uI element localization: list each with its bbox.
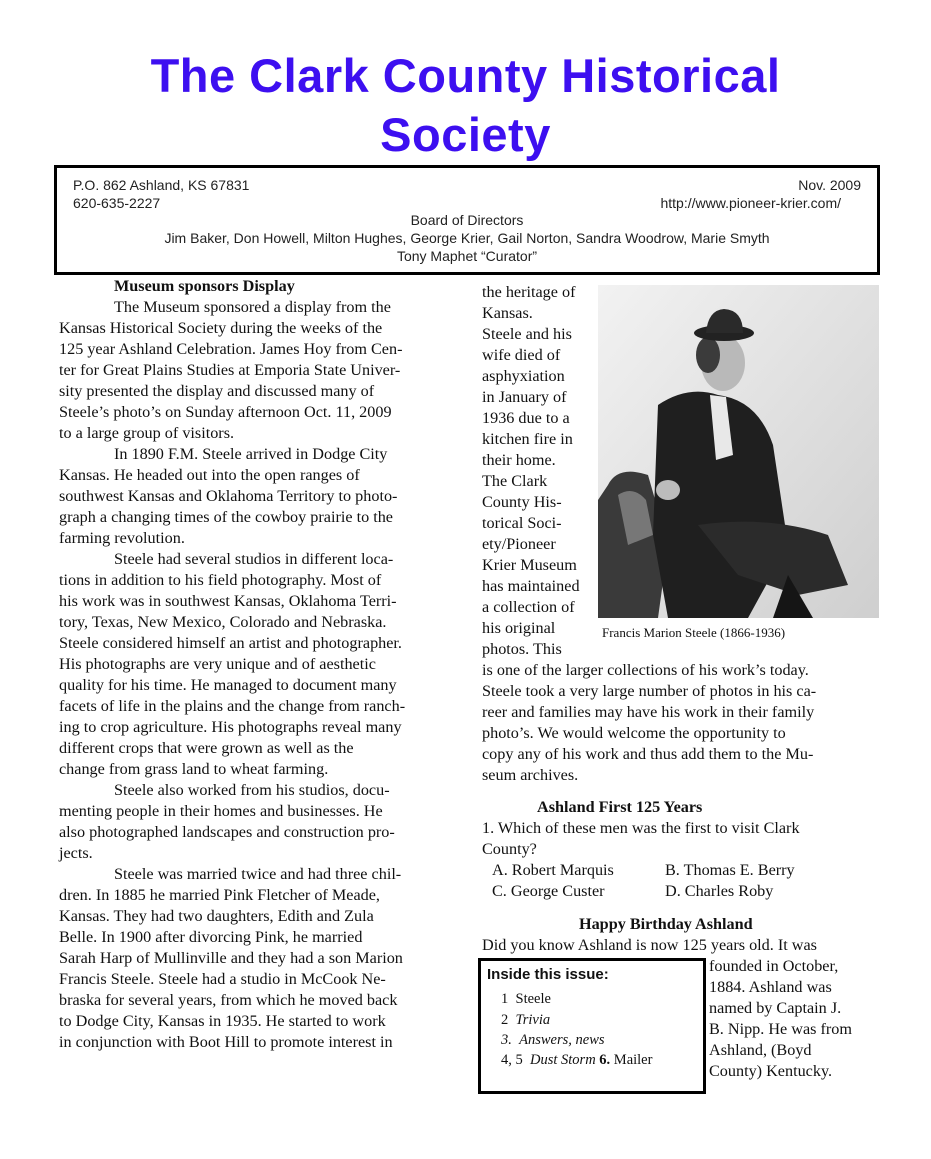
trivia-option-c: C. George Custer [492, 882, 605, 900]
text-line: Steele’s photo’s on Sunday afternoon Oct. 11, 2009 [59, 403, 392, 421]
issue-item-3-num: 3. [501, 1032, 512, 1048]
curator: Tony Maphet “Curator” [396, 248, 538, 264]
text-line: their home. [482, 451, 556, 469]
text-line: jects. [59, 844, 93, 862]
address: P.O. 862 Ashland, KS 67831 [73, 177, 250, 193]
text-line: His photographs are very unique and of aesthetic [59, 655, 376, 673]
trivia-option-b: B. Thomas E. Berry [665, 861, 795, 879]
text-line: Steele considered himself an artist and photographer. [59, 634, 402, 652]
article-left-text [59, 297, 454, 1053]
newsletter-title [0, 46, 931, 164]
text-line: ter for Great Plains Studies at Emporia State Univer- [59, 361, 401, 379]
text-line: Steele and his [482, 325, 572, 343]
trivia-heading: Ashland First 125 Years [537, 798, 703, 816]
text-line: 1936 due to a [482, 409, 570, 427]
text-line: his work was in southwest Kansas, Oklahoma Terri- [59, 592, 397, 610]
text-line: Kansas. [482, 304, 533, 322]
text-line: to Dodge City, Kansas in 1935. He started to work [59, 1012, 386, 1030]
text-line: in January of [482, 388, 567, 406]
text-line: reer and families may have his work in their family [482, 703, 815, 721]
text-line: Steele also worked from his studios, docu- [114, 781, 390, 799]
text-line: Sarah Harp of Mullinville and they had a son Marion [59, 949, 403, 967]
issue-item-4-num: 4, 5 [501, 1052, 523, 1068]
text-line: asphyxiation [482, 367, 565, 385]
text-line: ing to crop agriculture. His photographs reveal many [59, 718, 402, 736]
text-line: County His- [482, 493, 562, 511]
photo-caption: Francis Marion Steele (1866-1936) [602, 625, 786, 640]
board-members: Jim Baker, Don Howell, Milton Hughes, George Krier, Gail Norton, Sandra Woodrow, Marie Smyth [164, 230, 770, 246]
text-line: named by Captain J. [709, 999, 842, 1017]
text-line: tory, Texas, New Mexico, Colorado and Nebraska. [59, 613, 387, 631]
article-left-column [59, 276, 454, 1053]
text-line: Ashland, (Boyd [709, 1041, 812, 1059]
trivia-option-d: D. Charles Roby [665, 882, 774, 900]
text-line: wife died of [482, 346, 561, 364]
text-line: The Museum sponsored a display from the [114, 298, 391, 316]
text-line: the heritage of [482, 283, 576, 301]
title-line-1: The Clark County Historical [150, 49, 781, 102]
text-line: his original [482, 619, 556, 637]
text-line: 125 year Ashland Celebration. James Hoy from Cen- [59, 340, 403, 358]
birthday-side-text [709, 956, 879, 1082]
birthday-heading: Happy Birthday Ashland [579, 915, 753, 933]
issue-item-3[interactable] [501, 1032, 605, 1049]
text-line: different crops that were grown as well as the [59, 739, 354, 757]
text-line: dren. In 1885 he married Pink Fletcher of Meade, [59, 886, 380, 904]
text-line: Steele had several studios in different loca- [114, 550, 394, 568]
text-line: in conjunction with Boot Hill to promote interest in [59, 1033, 393, 1051]
issue-item-1-num: 1 [501, 991, 509, 1007]
issue-item-6-text: Mailer [613, 1052, 653, 1068]
text-line: a collection of [482, 598, 575, 616]
portrait-image [598, 285, 879, 618]
text-line: In 1890 F.M. Steele arrived in Dodge City [114, 445, 388, 463]
issue-date: Nov. 2009 [798, 177, 861, 193]
text-line: Belle. In 1900 after divorcing Pink, he married [59, 928, 363, 946]
trivia-question-line-2: County? [482, 840, 537, 858]
text-line: 1884. Ashland was [709, 978, 832, 996]
text-line: menting people in their homes and businesses. He [59, 802, 383, 820]
text-line: tions in addition to his field photography. Most of [59, 571, 382, 589]
trivia-question-line-1: 1. Which of these men was the first to visit Clark [482, 819, 800, 837]
text-line: County) Kentucky. [709, 1062, 833, 1080]
board-heading: Board of Directors [410, 212, 524, 228]
text-line: founded in October, [709, 957, 839, 975]
text-line: southwest Kansas and Oklahoma Territory to photo- [59, 487, 398, 505]
text-line: braska for several years, from which he moved back [59, 991, 398, 1009]
text-line: quality for his time. He managed to document many [59, 676, 397, 694]
text-line: to a large group of visitors. [59, 424, 235, 442]
text-line: sity presented the display and discussed many of [59, 382, 375, 400]
text-line: B. Nipp. He was from [709, 1020, 852, 1038]
text-line: torical Soci- [482, 514, 562, 532]
text-line: photo’s. We would welcome the opportunity to [482, 724, 786, 742]
text-line: Francis Steele. Steele had a studio in McCook Ne- [59, 970, 386, 988]
masthead-info-box [54, 165, 880, 275]
article-wide-text [482, 660, 882, 786]
phone: 620-635-2227 [73, 195, 161, 211]
text-line: seum archives. [482, 766, 579, 784]
text-line: The Clark [482, 472, 548, 490]
birthday-section [482, 914, 882, 956]
inside-issue-heading: Inside this issue: [487, 966, 609, 983]
text-line: Steele took a very large number of photos in his ca- [482, 682, 817, 700]
steele-photo [598, 285, 879, 618]
text-line: ety/Pioneer [482, 535, 556, 553]
trivia-section [482, 797, 882, 902]
text-line: Krier Museum [482, 556, 577, 574]
text-line: has maintained [482, 577, 580, 595]
text-line: change from grass land to wheat farming. [59, 760, 329, 778]
issue-item-6-num: 6. [599, 1052, 611, 1068]
text-line: copy any of his work and thus add them to the Mu- [482, 745, 814, 763]
issue-item-1-text: Steele [515, 991, 551, 1007]
article-narrow-text [482, 282, 597, 660]
birthday-line-1: Did you know Ashland is now 125 years old. It was [482, 936, 817, 954]
text-line: graph a changing times of the cowboy prairie to the [59, 508, 393, 526]
text-line: Kansas Historical Society during the weeks of the [59, 319, 383, 337]
issue-item-4-text: Dust Storm [530, 1052, 596, 1068]
issue-item-1[interactable] [501, 991, 551, 1008]
text-line: farming revolution. [59, 529, 185, 547]
text-line: also photographed landscapes and construction pro- [59, 823, 395, 841]
text-line: facets of life in the plains and the change from ranch- [59, 697, 406, 715]
trivia-option-a: A. Robert Marquis [492, 861, 614, 879]
text-line: photos. This [482, 640, 562, 658]
text-line: Steele was married twice and had three chil- [114, 865, 402, 883]
issue-item-2-num: 2 [501, 1012, 509, 1028]
inside-issue-box [478, 958, 706, 1094]
text-line: is one of the larger collections of his work’s today. [482, 661, 809, 679]
text-line: Kansas. They had two daughters, Edith and Zula [59, 907, 374, 925]
issue-item-3-text: Answers, news [519, 1032, 605, 1048]
issue-item-2[interactable] [501, 1012, 550, 1029]
text-line: kitchen fire in [482, 430, 573, 448]
website-link[interactable]: http://www.pioneer-krier.com/ [660, 195, 841, 211]
issue-item-4[interactable] [501, 1052, 652, 1069]
text-line: Kansas. He headed out into the open ranges of [59, 466, 360, 484]
title-line-2: Society [380, 108, 551, 161]
issue-item-2-text: Trivia [515, 1012, 551, 1028]
article-heading: Museum sponsors Display [114, 277, 295, 295]
